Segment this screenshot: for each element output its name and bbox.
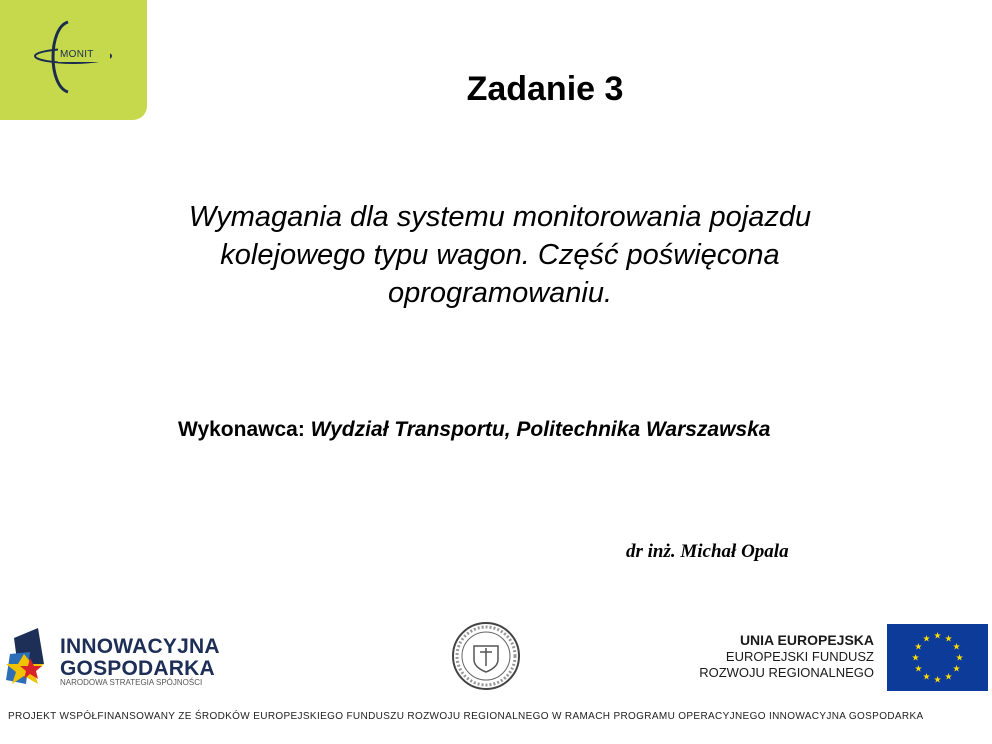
eu-star: ★ — [944, 633, 953, 644]
eu-flag — [887, 624, 988, 691]
contractor-value: Wydział Transportu, Politechnika Warszawska — [310, 418, 771, 441]
eu-line1: UNIA EUROPEJSKA — [739, 632, 874, 648]
eu-texts — [699, 631, 874, 681]
subtitle-line: Wymagania dla systemu monitorowania pojazdu — [188, 201, 812, 233]
subtitle-line: oprogramowaniu. — [387, 277, 613, 309]
eu-star: ★ — [933, 630, 942, 641]
eu-star: ★ — [944, 671, 953, 682]
footer-text: PROJEKT WSPÓŁFINANSOWANY ZE ŚRODKÓW EUROPEJSKIEGO FUNDUSZU ROZWOJU REGIONALNEGO W RAMACH PROGRAMU OPERACYJNEGO INNOWACYJNA GOSPODARKA — [8, 711, 924, 722]
ig-line3: NARODOWA STRATEGIA SPÓJNOŚCI — [60, 678, 203, 687]
subtitle-line: kolejowego typu wagon. Część poświęcona — [220, 239, 780, 271]
eu-star: ★ — [933, 674, 942, 685]
contractor — [178, 418, 771, 442]
eu-line2: EUROPEJSKI FUNDUSZ — [725, 649, 874, 664]
subtitle — [150, 198, 850, 312]
eu-star: ★ — [952, 641, 961, 652]
eu-flag-stars — [887, 624, 988, 691]
ig-line2: GOSPODARKA — [60, 657, 215, 680]
eu-star: ★ — [952, 663, 961, 674]
eu-star: ★ — [922, 671, 931, 682]
eu-star: ★ — [914, 663, 923, 674]
eu-star: ★ — [955, 652, 964, 663]
page-title: Zadanie 3 — [466, 70, 624, 108]
university-seal — [450, 620, 522, 692]
ig-line1: INNOWACYJNA — [60, 635, 220, 658]
eu-line3: ROZWOJU REGIONALNEGO — [699, 665, 874, 680]
contractor-label: Wykonawca: — [178, 418, 305, 441]
eu-star: ★ — [911, 652, 920, 663]
author: dr inż. Michał Opala — [626, 541, 789, 562]
monit-logo-text: MONIT — [60, 49, 94, 60]
eu-star: ★ — [922, 633, 931, 644]
eu-star: ★ — [914, 641, 923, 652]
